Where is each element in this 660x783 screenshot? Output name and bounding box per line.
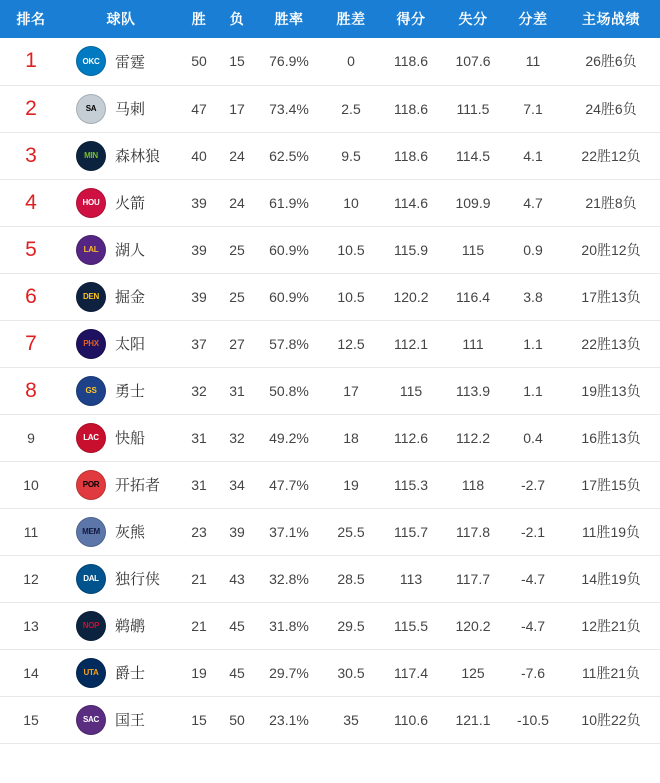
games-behind-cell: 25.5 [322, 508, 380, 555]
team-inner [76, 282, 179, 312]
points-for-cell: 110.6 [380, 696, 442, 743]
games-behind-cell: 10.5 [322, 273, 380, 320]
win-pct-cell: 62.5% [256, 132, 322, 179]
team-cell [62, 696, 180, 743]
wins-cell: 31 [180, 414, 218, 461]
table-row[interactable] [0, 555, 660, 602]
wins-cell: 21 [180, 555, 218, 602]
home-record-cell: 26胜6负 [562, 38, 660, 85]
point-diff-cell: 11 [504, 38, 562, 85]
losses-cell: 27 [218, 320, 256, 367]
rank-cell: 2 [0, 85, 62, 132]
team-inner [76, 705, 179, 735]
losses-cell: 24 [218, 179, 256, 226]
games-behind-cell: 9.5 [322, 132, 380, 179]
team-cell [62, 132, 180, 179]
home-record-cell: 22胜13负 [562, 320, 660, 367]
losses-cell: 17 [218, 85, 256, 132]
team-cell [62, 414, 180, 461]
table-row[interactable] [0, 602, 660, 649]
team-inner [76, 188, 179, 218]
rank-cell: 15 [0, 696, 62, 743]
points-for-cell: 118.6 [380, 85, 442, 132]
rank-cell: 10 [0, 461, 62, 508]
team-inner [76, 141, 179, 171]
rank-cell: 14 [0, 649, 62, 696]
team-name: 国王 [115, 712, 146, 729]
win-pct-cell: 23.1% [256, 696, 322, 743]
team-logo-icon: UTA [76, 658, 106, 688]
team-cell [62, 555, 180, 602]
team-logo-icon: LAC [76, 423, 106, 453]
wins-cell: 39 [180, 179, 218, 226]
point-diff-cell: -2.1 [504, 508, 562, 555]
table-row[interactable] [0, 132, 660, 179]
points-for-cell: 115.9 [380, 226, 442, 273]
losses-cell: 45 [218, 602, 256, 649]
win-pct-cell: 50.8% [256, 367, 322, 414]
point-diff-cell: 4.7 [504, 179, 562, 226]
wins-cell: 47 [180, 85, 218, 132]
team-cell [62, 273, 180, 320]
points-for-cell: 118.6 [380, 38, 442, 85]
home-record-cell: 20胜12负 [562, 226, 660, 273]
wins-cell: 15 [180, 696, 218, 743]
win-pct-cell: 29.7% [256, 649, 322, 696]
win-pct-cell: 61.9% [256, 179, 322, 226]
table-body [0, 38, 660, 743]
team-logo-icon: SA [76, 94, 106, 124]
points-against-cell: 116.4 [442, 273, 504, 320]
team-name: 独行侠 [115, 571, 161, 588]
table-row[interactable] [0, 649, 660, 696]
team-logo-icon: POR [76, 470, 106, 500]
points-against-cell: 115 [442, 226, 504, 273]
table-row[interactable] [0, 273, 660, 320]
points-for-cell: 115.5 [380, 602, 442, 649]
header-rank: 排名 [0, 0, 62, 38]
team-cell [62, 508, 180, 555]
header-home-record: 主场战绩 [562, 0, 660, 38]
points-against-cell: 113.9 [442, 367, 504, 414]
team-inner [76, 94, 179, 124]
losses-cell: 45 [218, 649, 256, 696]
header-points-against: 失分 [442, 0, 504, 38]
team-logo-icon: MIN [76, 141, 106, 171]
team-inner [76, 329, 179, 359]
wins-cell: 23 [180, 508, 218, 555]
points-for-cell: 113 [380, 555, 442, 602]
home-record-cell: 10胜22负 [562, 696, 660, 743]
win-pct-cell: 73.4% [256, 85, 322, 132]
team-inner [76, 46, 179, 76]
win-pct-cell: 57.8% [256, 320, 322, 367]
losses-cell: 15 [218, 38, 256, 85]
team-name: 鹈鹕 [115, 618, 146, 635]
team-inner [76, 564, 179, 594]
home-record-cell: 17胜13负 [562, 273, 660, 320]
point-diff-cell: -2.7 [504, 461, 562, 508]
win-pct-cell: 31.8% [256, 602, 322, 649]
team-inner [76, 611, 179, 641]
games-behind-cell: 18 [322, 414, 380, 461]
games-behind-cell: 10.5 [322, 226, 380, 273]
rank-cell: 8 [0, 367, 62, 414]
win-pct-cell: 60.9% [256, 273, 322, 320]
home-record-cell: 16胜13负 [562, 414, 660, 461]
losses-cell: 50 [218, 696, 256, 743]
win-pct-cell: 32.8% [256, 555, 322, 602]
games-behind-cell: 10 [322, 179, 380, 226]
point-diff-cell: 0.4 [504, 414, 562, 461]
team-inner [76, 517, 179, 547]
team-cell [62, 179, 180, 226]
point-diff-cell: -10.5 [504, 696, 562, 743]
win-pct-cell: 47.7% [256, 461, 322, 508]
games-behind-cell: 29.5 [322, 602, 380, 649]
wins-cell: 50 [180, 38, 218, 85]
points-for-cell: 112.1 [380, 320, 442, 367]
team-name: 湖人 [115, 242, 146, 259]
team-name: 雷霆 [115, 53, 146, 71]
losses-cell: 43 [218, 555, 256, 602]
home-record-cell: 11胜19负 [562, 508, 660, 555]
rank-cell: 11 [0, 508, 62, 555]
team-cell [62, 367, 180, 414]
games-behind-cell: 35 [322, 696, 380, 743]
table-row[interactable] [0, 85, 660, 132]
rank-cell: 9 [0, 414, 62, 461]
table-row[interactable] [0, 38, 660, 85]
team-logo-icon: SAC [76, 705, 106, 735]
point-diff-cell: 0.9 [504, 226, 562, 273]
points-for-cell: 115 [380, 367, 442, 414]
point-diff-cell: -4.7 [504, 555, 562, 602]
losses-cell: 34 [218, 461, 256, 508]
point-diff-cell: 4.1 [504, 132, 562, 179]
home-record-cell: 14胜19负 [562, 555, 660, 602]
table-row[interactable] [0, 414, 660, 461]
header-pct: 胜率 [256, 0, 322, 38]
team-name: 爵士 [115, 665, 146, 682]
games-behind-cell: 28.5 [322, 555, 380, 602]
team-logo-icon: NOP [76, 611, 106, 641]
team-inner [76, 235, 179, 265]
points-for-cell: 112.6 [380, 414, 442, 461]
point-diff-cell: -4.7 [504, 602, 562, 649]
home-record-cell: 24胜6负 [562, 85, 660, 132]
points-against-cell: 118 [442, 461, 504, 508]
rank-cell: 7 [0, 320, 62, 367]
points-against-cell: 109.9 [442, 179, 504, 226]
points-against-cell: 121.1 [442, 696, 504, 743]
team-name: 火箭 [115, 195, 146, 212]
points-for-cell: 117.4 [380, 649, 442, 696]
team-inner [76, 470, 179, 500]
team-inner [76, 423, 179, 453]
point-diff-cell: -7.6 [504, 649, 562, 696]
wins-cell: 37 [180, 320, 218, 367]
table-row[interactable] [0, 508, 660, 555]
points-against-cell: 107.6 [442, 38, 504, 85]
points-against-cell: 111 [442, 320, 504, 367]
losses-cell: 24 [218, 132, 256, 179]
wins-cell: 39 [180, 226, 218, 273]
header-row [0, 0, 660, 38]
points-against-cell: 111.5 [442, 85, 504, 132]
table-row[interactable] [0, 320, 660, 367]
rank-cell: 6 [0, 273, 62, 320]
team-cell [62, 602, 180, 649]
team-logo-icon: HOU [76, 188, 106, 218]
losses-cell: 31 [218, 367, 256, 414]
team-logo-icon: DEN [76, 282, 106, 312]
team-name: 森林狼 [115, 148, 161, 165]
points-against-cell: 112.2 [442, 414, 504, 461]
losses-cell: 39 [218, 508, 256, 555]
home-record-cell: 19胜13负 [562, 367, 660, 414]
team-inner [76, 376, 179, 406]
points-for-cell: 118.6 [380, 132, 442, 179]
header-win: 胜 [180, 0, 218, 38]
losses-cell: 25 [218, 226, 256, 273]
home-record-cell: 17胜15负 [562, 461, 660, 508]
home-record-cell: 22胜12负 [562, 132, 660, 179]
point-diff-cell: 3.8 [504, 273, 562, 320]
games-behind-cell: 12.5 [322, 320, 380, 367]
points-for-cell: 120.2 [380, 273, 442, 320]
points-against-cell: 125 [442, 649, 504, 696]
header-points-for: 得分 [380, 0, 442, 38]
team-logo-icon: OKC [76, 46, 106, 76]
team-cell [62, 85, 180, 132]
wins-cell: 21 [180, 602, 218, 649]
table-row[interactable] [0, 226, 660, 273]
team-logo-icon: LAL [76, 235, 106, 265]
team-name: 灰熊 [115, 524, 146, 541]
points-against-cell: 117.8 [442, 508, 504, 555]
team-cell [62, 461, 180, 508]
win-pct-cell: 76.9% [256, 38, 322, 85]
team-inner [76, 658, 179, 688]
team-cell [62, 226, 180, 273]
home-record-cell: 21胜8负 [562, 179, 660, 226]
points-against-cell: 114.5 [442, 132, 504, 179]
wins-cell: 40 [180, 132, 218, 179]
team-cell [62, 38, 180, 85]
games-behind-cell: 17 [322, 367, 380, 414]
rank-cell: 5 [0, 226, 62, 273]
team-name: 马刺 [115, 101, 146, 118]
games-behind-cell: 2.5 [322, 85, 380, 132]
points-against-cell: 117.7 [442, 555, 504, 602]
rank-cell: 13 [0, 602, 62, 649]
points-for-cell: 115.3 [380, 461, 442, 508]
win-pct-cell: 60.9% [256, 226, 322, 273]
team-name: 勇士 [115, 383, 146, 400]
point-diff-cell: 1.1 [504, 367, 562, 414]
points-for-cell: 115.7 [380, 508, 442, 555]
rank-cell: 12 [0, 555, 62, 602]
table-row[interactable] [0, 179, 660, 226]
table-row[interactable] [0, 696, 660, 743]
team-logo-icon: PHX [76, 329, 106, 359]
team-logo-icon: MEM [76, 517, 106, 547]
team-logo-icon: GS [76, 376, 106, 406]
points-for-cell: 114.6 [380, 179, 442, 226]
rank-cell: 3 [0, 132, 62, 179]
wins-cell: 31 [180, 461, 218, 508]
point-diff-cell: 1.1 [504, 320, 562, 367]
header-team: 球队 [62, 0, 180, 38]
table-row[interactable] [0, 461, 660, 508]
losses-cell: 25 [218, 273, 256, 320]
header-games-behind: 胜差 [322, 0, 380, 38]
home-record-cell: 11胜21负 [562, 649, 660, 696]
games-behind-cell: 0 [322, 38, 380, 85]
games-behind-cell: 30.5 [322, 649, 380, 696]
team-name: 太阳 [115, 336, 146, 353]
win-pct-cell: 37.1% [256, 508, 322, 555]
wins-cell: 19 [180, 649, 218, 696]
team-cell [62, 649, 180, 696]
table-row[interactable] [0, 367, 660, 414]
wins-cell: 32 [180, 367, 218, 414]
table-header [0, 0, 660, 38]
point-diff-cell: 7.1 [504, 85, 562, 132]
team-name: 开拓者 [115, 477, 161, 494]
rank-cell: 1 [0, 38, 62, 85]
win-pct-cell: 49.2% [256, 414, 322, 461]
header-point-diff: 分差 [504, 0, 562, 38]
team-cell [62, 320, 180, 367]
team-logo-icon: DAL [76, 564, 106, 594]
games-behind-cell: 19 [322, 461, 380, 508]
wins-cell: 39 [180, 273, 218, 320]
team-name: 掘金 [115, 289, 146, 306]
team-name: 快船 [115, 430, 146, 447]
rank-cell: 4 [0, 179, 62, 226]
header-loss: 负 [218, 0, 256, 38]
points-against-cell: 120.2 [442, 602, 504, 649]
losses-cell: 32 [218, 414, 256, 461]
home-record-cell: 12胜21负 [562, 602, 660, 649]
